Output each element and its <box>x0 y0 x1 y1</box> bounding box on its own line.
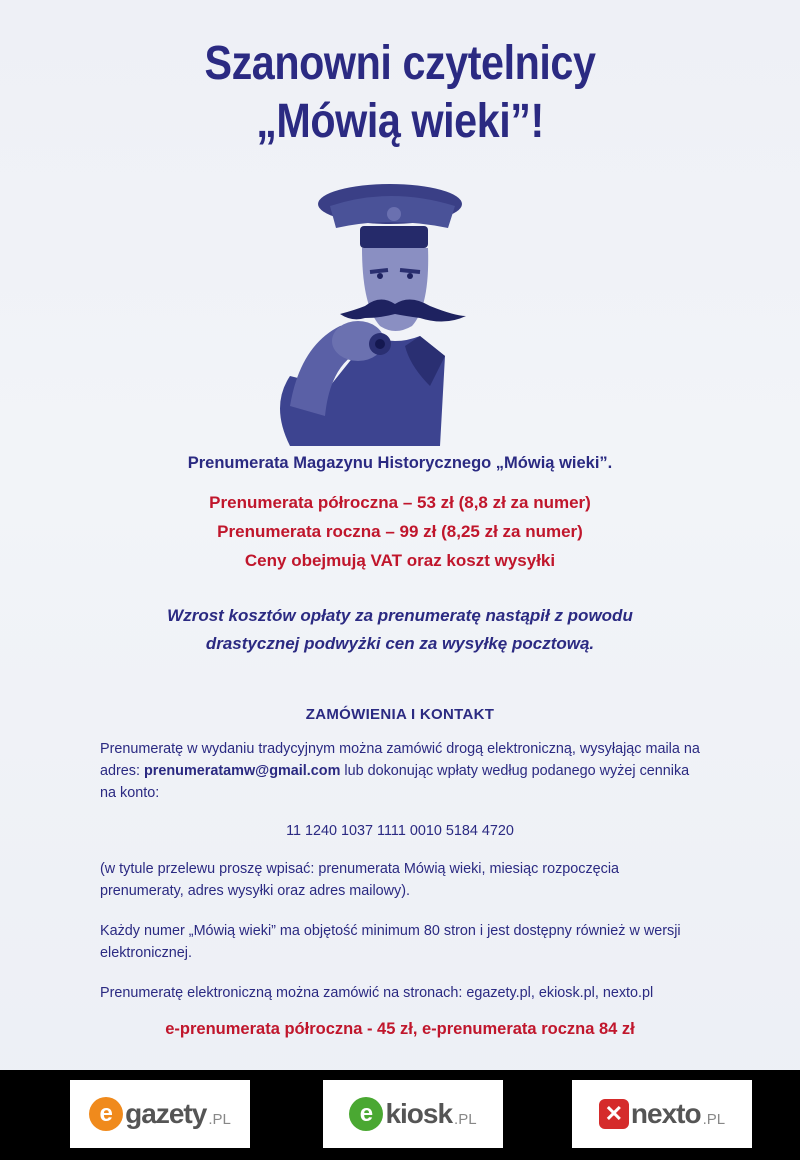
nexto-text: nexto <box>630 1098 701 1129</box>
email-link[interactable]: prenumeratamw@gmail.com <box>144 763 341 779</box>
egazety-e-icon: e <box>89 1097 123 1131</box>
pointing-officer-illustration <box>270 176 520 446</box>
bank-account-number: 11 1240 1037 1111 0010 5184 4720 <box>286 823 514 839</box>
e-subscription-info: Prenumeratę elektroniczną można zamówić na stronach: egazety.pl, ekiosk.pl, nexto.pl <box>100 985 654 1001</box>
subscription-subtitle: Prenumerata Magazynu Historycznego „Mówią wieki”. <box>187 454 613 472</box>
title-line-2: „Mówią wieki”! <box>256 95 544 148</box>
contact-header: ZAMÓWIENIA I KONTAKT <box>305 706 495 723</box>
ekiosk-suffix: .PL <box>454 1110 477 1128</box>
vat-note: Ceny obejmują VAT oraz koszt wysyłki <box>244 551 556 570</box>
egazety-text: gazety <box>125 1098 207 1129</box>
ekiosk-e-icon: e <box>349 1097 383 1131</box>
nexto-suffix: .PL <box>702 1110 726 1128</box>
ekiosk-logo[interactable] <box>323 1080 503 1148</box>
e-subscription-prices: e-prenumerata półroczna - 45 zł, e-prenumerata roczna 84 zł <box>165 1020 635 1038</box>
notice-line-2: drastycznej podwyżki cen za wysyłkę pocztową. <box>205 634 595 653</box>
transfer-title-note: (w tytule przelewu proszę wpisać: prenumerata Mówią wieki, miesiąc rozpoczęcia prenumeraty, adres wysyłki oraz adres mailowy). <box>100 861 620 899</box>
issue-info: Każdy numer „Mówią wieki” ma objętość minimum 80 stron i jest dostępny również w wersji elektronicznej. <box>100 923 681 961</box>
nexto-x-icon: ✕ <box>599 1099 629 1129</box>
price-yearly: Prenumerata roczna – 99 zł (8,25 zł za numer) <box>217 522 583 541</box>
nexto-logo[interactable] <box>572 1080 752 1148</box>
ekiosk-text: kiosk <box>385 1098 453 1129</box>
order-text-start: Prenumeratę w wydaniu tradycyjnym można zamówić drogą elektroniczną, wysyłając maila na adres: <box>100 741 700 779</box>
egazety-logo[interactable] <box>70 1080 250 1148</box>
price-half-year: Prenumerata półroczna – 53 zł (8,8 zł za numer) <box>209 493 591 512</box>
partner-logos-bar <box>0 1070 800 1160</box>
egazety-suffix: .PL <box>208 1110 231 1128</box>
notice-line-1: Wzrost kosztów opłaty za prenumeratę nastąpił z powodu <box>167 606 633 625</box>
title-line-1: Szanowni czytelnicy <box>204 37 596 90</box>
order-paragraph <box>100 738 700 804</box>
order-text-end: lub dokonując wpłaty według podanego wyżej cennika na konto: <box>100 763 690 801</box>
